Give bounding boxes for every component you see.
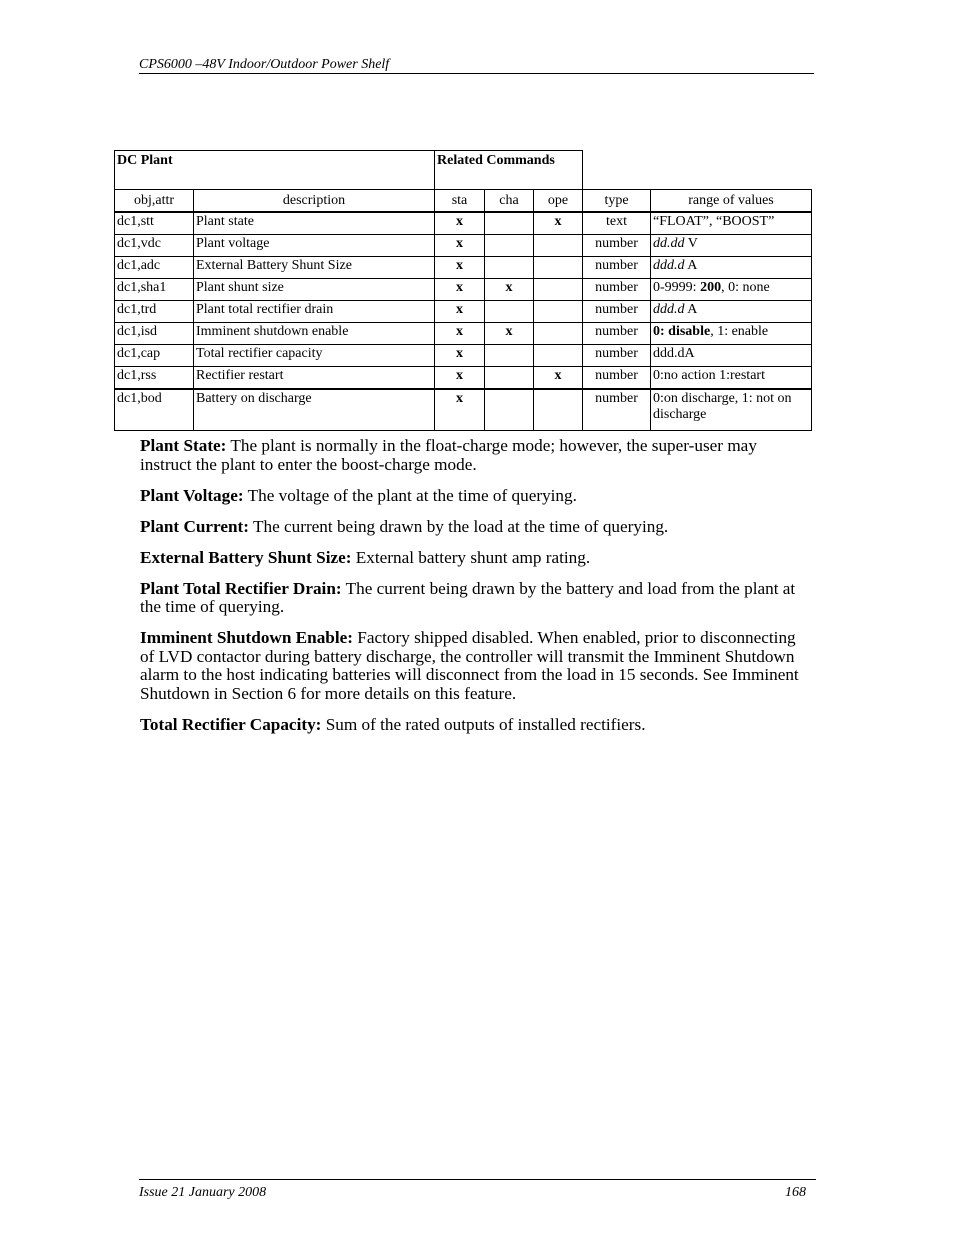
cell-obj: dc1,stt: [115, 212, 194, 235]
cell-cha: [485, 257, 534, 279]
range-italic: ddd.d: [653, 302, 685, 317]
paragraph-shunt-size: [140, 549, 800, 568]
table-row: [115, 301, 812, 323]
table-row: [115, 212, 812, 235]
cell-cha: [485, 301, 534, 323]
cell-desc: Rectifier restart: [194, 367, 435, 390]
paragraph-label: Total Rectifier Capacity:: [140, 714, 322, 734]
range-italic: dd.dd: [653, 236, 685, 251]
paragraph-plant-current: [140, 518, 800, 537]
table-row: [115, 323, 812, 345]
cell-obj: dc1,sha1: [115, 279, 194, 301]
table-row: [115, 367, 812, 390]
cell-obj: dc1,vdc: [115, 235, 194, 257]
col-ope: ope: [534, 190, 583, 213]
cell-type: number: [583, 389, 651, 431]
footer-issue: Issue 21 January 2008: [139, 1185, 267, 1200]
description-text: [140, 437, 800, 747]
col-sta: sta: [435, 190, 485, 213]
cell-sta: x: [435, 235, 485, 257]
range-rest: , 1: enable: [710, 324, 769, 339]
range-bold: 200: [700, 280, 722, 295]
paragraph-text: External battery shunt amp rating.: [351, 547, 591, 567]
range-rest: , 0: none: [721, 280, 770, 295]
table-row: [115, 257, 812, 279]
cell-type: text: [583, 212, 651, 235]
col-obj-attr: obj,attr: [115, 190, 194, 213]
range-rest: A: [684, 258, 698, 273]
col-description: description: [194, 190, 435, 213]
cell-desc: Plant shunt size: [194, 279, 435, 301]
range-rest: V: [684, 236, 698, 251]
paragraph-label: Plant Voltage:: [140, 485, 244, 505]
range-italic: ddd.d: [653, 258, 685, 273]
cell-type: number: [583, 235, 651, 257]
page-number: 168: [785, 1185, 806, 1200]
cell-obj: dc1,isd: [115, 323, 194, 345]
cell-desc: Total rectifier capacity: [194, 345, 435, 367]
cell-ope: [534, 389, 583, 431]
cell-sta: x: [435, 301, 485, 323]
cell-desc: Plant voltage: [194, 235, 435, 257]
cell-cha: [485, 235, 534, 257]
cell-ope: x: [534, 367, 583, 390]
cell-cha: [485, 212, 534, 235]
paragraph-text: The plant is normally in the float-charge mode; however, the super-user may instruct the plant to enter the boost-charge mode.: [140, 436, 757, 474]
cell-ope: [534, 235, 583, 257]
page-footer: [139, 1179, 816, 1201]
paragraph-imminent-shutdown: [140, 629, 800, 703]
range-pre: 0-9999:: [653, 280, 701, 295]
cell-range: [651, 279, 812, 301]
cell-range: “FLOAT”, “BOOST”: [651, 212, 812, 235]
cell-sta: x: [435, 257, 485, 279]
col-range: range of values: [651, 190, 812, 213]
paragraph-label: Imminent Shutdown Enable:: [140, 628, 353, 647]
page-header: [139, 56, 814, 74]
cell-type: number: [583, 345, 651, 367]
cell-ope: [534, 279, 583, 301]
cell-range: [651, 301, 812, 323]
table-row: [115, 389, 812, 431]
cell-obj: dc1,adc: [115, 257, 194, 279]
cell-sta: x: [435, 212, 485, 235]
paragraph-plant-state: [140, 437, 800, 474]
cell-sta: x: [435, 389, 485, 431]
cell-range: [651, 323, 812, 345]
paragraph-text: The current being drawn by the load at the time of querying.: [249, 516, 669, 536]
cell-obj: dc1,rss: [115, 367, 194, 390]
cell-ope: x: [534, 212, 583, 235]
paragraph-label: External Battery Shunt Size:: [140, 547, 352, 567]
cell-desc: Imminent shutdown enable: [194, 323, 435, 345]
cell-type: number: [583, 257, 651, 279]
range-rest: A: [684, 302, 698, 317]
paragraph-text: The voltage of the plant at the time of querying.: [243, 485, 577, 505]
cell-sta: x: [435, 367, 485, 390]
table-row: [115, 235, 812, 257]
paragraph-text: Factory shipped disabled. When enabled, prior to disconnecting of LVD contactor during battery discharge, the controller will transmit the Imminent Shutdown alarm to the host indicating batteries will disconnect from the load in 15 seconds. See Imminent Shutdown in Section 6 for more details on this feature.: [140, 628, 799, 703]
cell-cha: [485, 345, 534, 367]
paragraph-label: Plant Current:: [140, 516, 249, 536]
cell-range: ddd.dA: [651, 345, 812, 367]
cell-range: 0:no action 1:restart: [651, 367, 812, 390]
cell-desc: Plant state: [194, 212, 435, 235]
cell-cha: x: [485, 279, 534, 301]
cell-desc: Battery on discharge: [194, 389, 435, 431]
cell-ope: [534, 345, 583, 367]
cell-cha: x: [485, 323, 534, 345]
cell-ope: [534, 323, 583, 345]
cell-sta: x: [435, 279, 485, 301]
table-column-header: [115, 190, 812, 213]
paragraph-rectifier-capacity: [140, 716, 800, 735]
cell-range: [651, 257, 812, 279]
range-bold: 0: disable: [653, 324, 711, 339]
paragraph-text: The current being drawn by the battery and load from the plant at the time of querying.: [140, 578, 796, 616]
col-type: type: [583, 190, 651, 213]
cell-ope: [534, 257, 583, 279]
cell-range: [651, 235, 812, 257]
table-group-header: [115, 151, 812, 190]
cell-cha: [485, 367, 534, 390]
cell-type: number: [583, 323, 651, 345]
table-row: [115, 345, 812, 367]
paragraph-rectifier-drain: [140, 580, 800, 617]
related-commands-title: Related Commands: [435, 151, 583, 190]
col-cha: cha: [485, 190, 534, 213]
table-row: [115, 279, 812, 301]
dc-plant-title: DC Plant: [115, 151, 435, 190]
header-title: CPS6000 –48V Indoor/Outdoor Power Shelf: [139, 57, 390, 72]
paragraph-label: Plant Total Rectifier Drain:: [140, 578, 342, 598]
cell-desc: Plant total rectifier drain: [194, 301, 435, 323]
paragraph-label: Plant State:: [140, 436, 227, 455]
cell-range: 0:on discharge, 1: not on discharge: [651, 389, 812, 431]
cell-type: number: [583, 301, 651, 323]
cell-obj: dc1,cap: [115, 345, 194, 367]
cell-sta: x: [435, 323, 485, 345]
cell-type: number: [583, 279, 651, 301]
cell-desc: External Battery Shunt Size: [194, 257, 435, 279]
cell-ope: [534, 301, 583, 323]
cell-cha: [485, 389, 534, 431]
cell-type: number: [583, 367, 651, 390]
paragraph-plant-voltage: [140, 487, 800, 506]
dc-plant-table: [114, 150, 812, 431]
cell-obj: dc1,trd: [115, 301, 194, 323]
paragraph-text: Sum of the rated outputs of installed rectifiers.: [321, 714, 646, 734]
cell-sta: x: [435, 345, 485, 367]
cell-obj: dc1,bod: [115, 389, 194, 431]
